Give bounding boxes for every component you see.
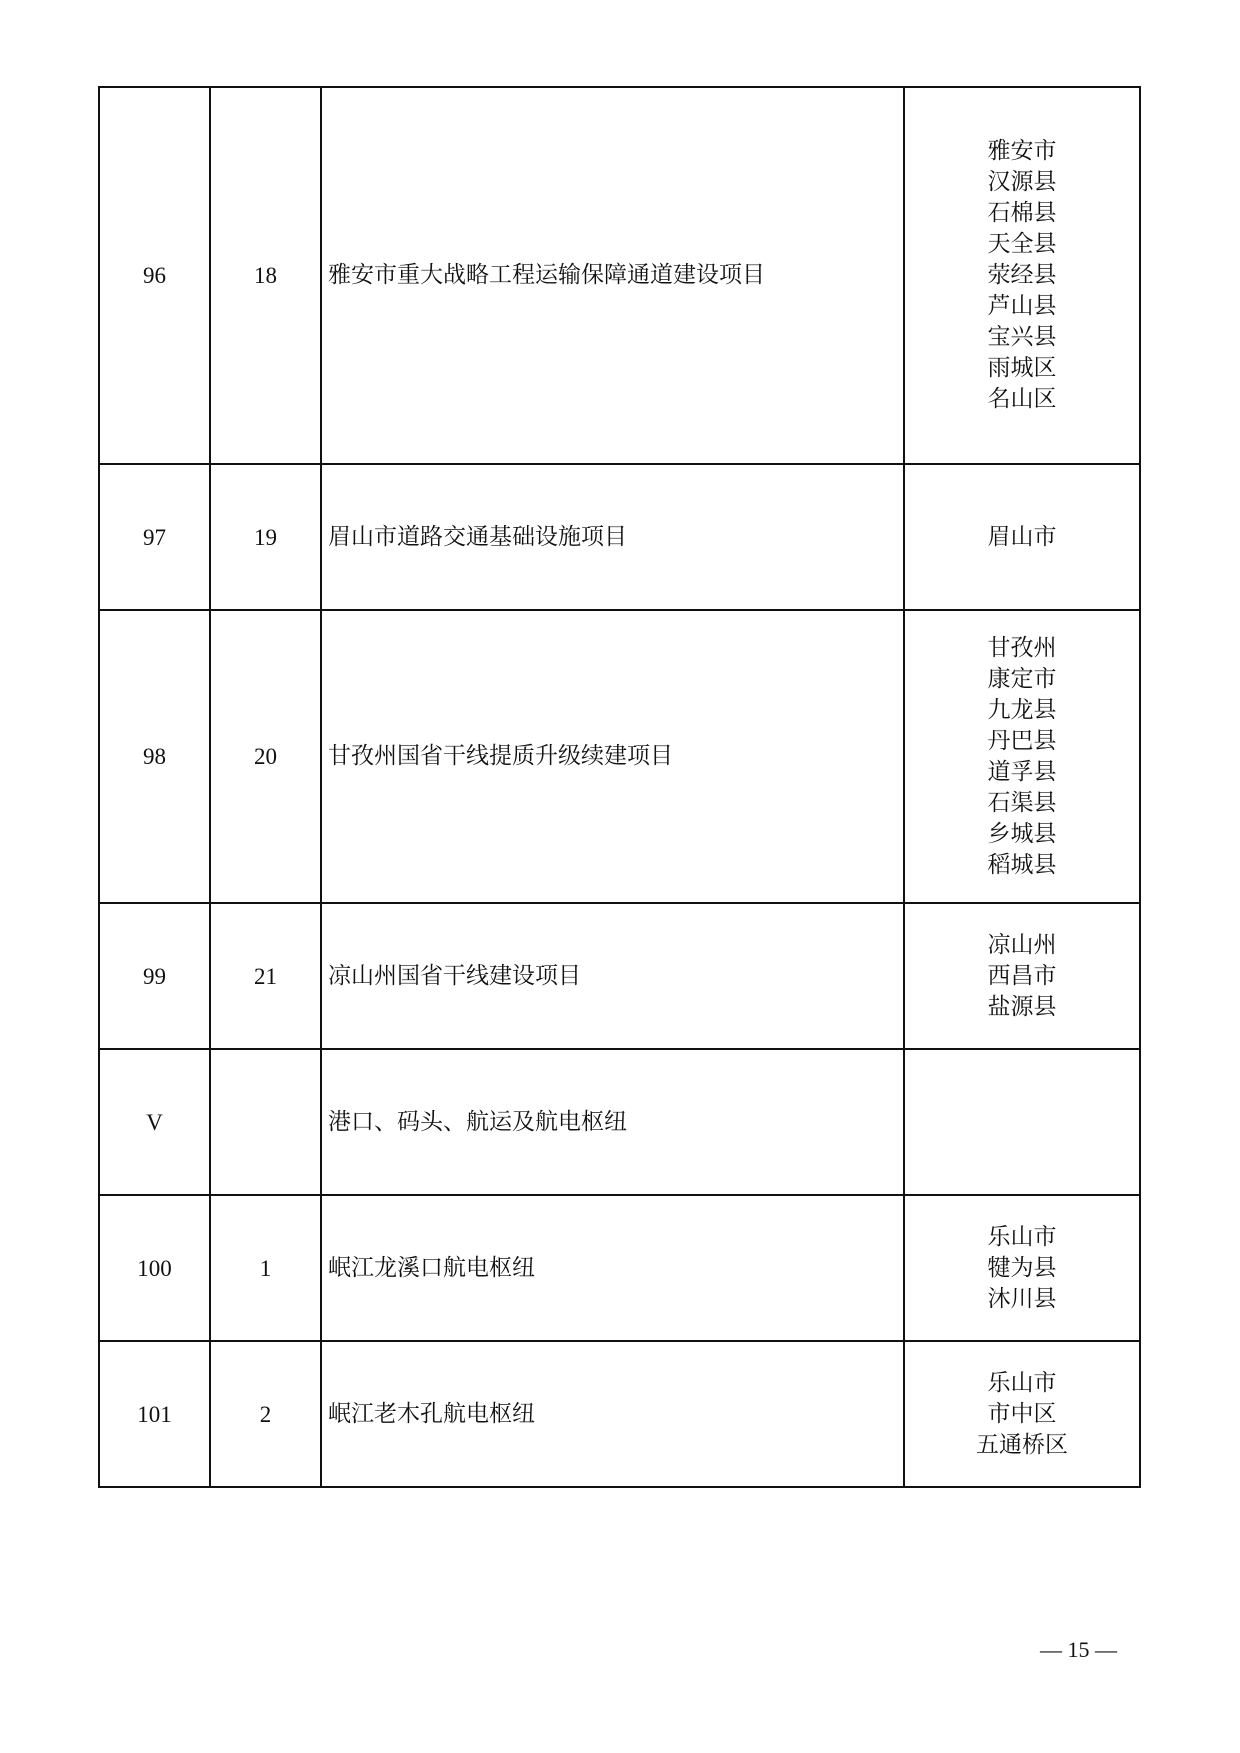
location-item: 雅安市: [987, 138, 1057, 164]
location-item: 西昌市: [987, 962, 1057, 989]
row-locations: [904, 1341, 1140, 1487]
location-item: 石渠县: [987, 789, 1057, 816]
row-locations: [904, 464, 1140, 610]
row-seq: 98: [99, 610, 210, 903]
row-sub-seq: 18: [210, 87, 321, 464]
location-item: 名山区: [987, 386, 1057, 412]
location-item: 乐山市: [987, 1223, 1057, 1250]
row-locations: [904, 1195, 1140, 1341]
row-locations: [904, 1049, 1140, 1195]
location-item: 稻城县: [987, 851, 1057, 878]
table-row-section-header: [99, 1049, 1140, 1195]
row-project-name: 凉山州国省干线建设项目: [321, 903, 904, 1049]
location-item: 眉山市: [987, 523, 1057, 550]
row-project-name: 雅安市重大战略工程运输保障通道建设项目: [321, 87, 904, 464]
location-item: 犍为县: [987, 1254, 1057, 1281]
row-seq: 96: [99, 87, 210, 464]
location-item: 乐山市: [987, 1369, 1057, 1396]
location-item: 甘孜州: [987, 634, 1057, 661]
page-number: — 15 —: [1040, 1637, 1117, 1662]
row-project-name: 岷江龙溪口航电枢纽: [321, 1195, 904, 1341]
location-item: 康定市: [987, 665, 1057, 692]
location-item: 沐川县: [987, 1285, 1057, 1312]
location-item: 芦山县: [987, 293, 1057, 319]
section-title: 港口、码头、航运及航电枢纽: [321, 1049, 904, 1195]
table-row: [99, 87, 1140, 464]
location-item: 石棉县: [987, 200, 1057, 226]
row-sub-seq: 1: [210, 1195, 321, 1341]
row-seq: 99: [99, 903, 210, 1049]
location-item: 丹巴县: [987, 727, 1057, 754]
table-row: [99, 610, 1140, 903]
location-item: 汉源县: [987, 169, 1057, 195]
row-seq: 97: [99, 464, 210, 610]
location-item: 盐源县: [987, 993, 1057, 1020]
location-item: 宝兴县: [987, 324, 1057, 350]
table-row: [99, 1341, 1140, 1487]
project-table: [98, 86, 1141, 1488]
location-item: 凉山州: [987, 931, 1057, 958]
row-locations: [904, 610, 1140, 903]
location-item: 九龙县: [987, 696, 1057, 723]
row-project-name: 眉山市道路交通基础设施项目: [321, 464, 904, 610]
location-item: 五通桥区: [976, 1431, 1068, 1458]
row-sub-seq: 2: [210, 1341, 321, 1487]
row-sub-seq: 21: [210, 903, 321, 1049]
row-locations: [904, 903, 1140, 1049]
location-item: 雨城区: [987, 355, 1057, 381]
row-project-name: 甘孜州国省干线提质升级续建项目: [321, 610, 904, 903]
row-sub-seq: 20: [210, 610, 321, 903]
row-sub-seq: 19: [210, 464, 321, 610]
location-item: 天全县: [987, 231, 1057, 257]
table-row: [99, 903, 1140, 1049]
table-row: [99, 1195, 1140, 1341]
location-item: 市中区: [987, 1400, 1057, 1427]
location-item: 荥经县: [987, 262, 1057, 288]
row-seq: 101: [99, 1341, 210, 1487]
row-seq: 100: [99, 1195, 210, 1341]
location-item: 乡城县: [987, 820, 1057, 847]
row-sub-seq: [210, 1049, 321, 1195]
location-item: 道孚县: [987, 758, 1057, 785]
row-project-name: 岷江老木孔航电枢纽: [321, 1341, 904, 1487]
section-roman-numeral: V: [99, 1049, 210, 1195]
row-locations: [904, 87, 1140, 464]
table-row: [99, 464, 1140, 610]
